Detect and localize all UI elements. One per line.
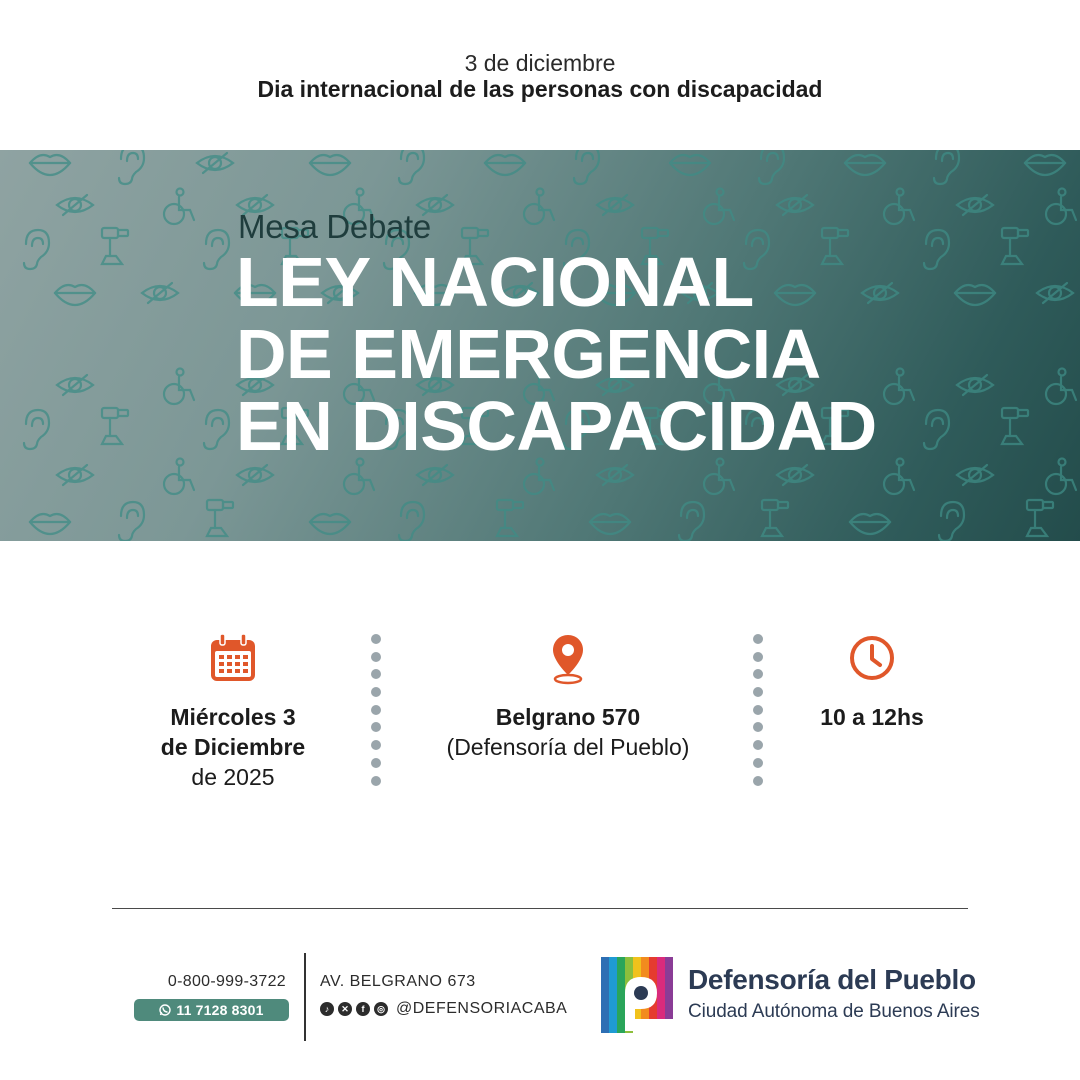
- event-date-heading: 3 de diciembre: [464, 50, 616, 76]
- footer-divider: [112, 908, 968, 909]
- facebook-icon[interactable]: f: [356, 1002, 370, 1016]
- place-name: (Defensoría del Pueblo): [446, 734, 690, 760]
- phone-number[interactable]: 0-800-999-3722: [167, 973, 286, 990]
- event-headline: [236, 243, 1056, 465]
- headline-line: DE EMERGENCIA: [236, 315, 821, 393]
- social-handle[interactable]: @DEFENSORIACABA: [396, 1000, 568, 1017]
- organization-name: Defensoría del Pueblo: [688, 964, 976, 995]
- date-month: de Diciembre: [160, 734, 306, 760]
- title-banner: [0, 150, 1080, 541]
- date-weekday: Miércoles 3: [170, 704, 296, 730]
- place-address: Belgrano 570: [495, 704, 641, 730]
- whatsapp-icon: [159, 1004, 171, 1016]
- place-info: [418, 633, 718, 762]
- dotted-divider: [753, 634, 765, 793]
- headline-line: EN DISCAPACIDAD: [236, 387, 877, 465]
- time-info: [772, 633, 972, 732]
- social-links: [320, 1000, 567, 1018]
- calendar-icon: [209, 633, 257, 683]
- office-address: AV. BELGRANO 673: [320, 973, 476, 990]
- whatsapp-badge[interactable]: [134, 999, 289, 1021]
- dotted-divider: [371, 634, 383, 793]
- defensoria-logo-icon: [600, 955, 678, 1035]
- date-info: [113, 633, 353, 792]
- event-day-title: Dia internacional de las personas con discapacidad: [257, 76, 823, 102]
- clock-icon: [847, 633, 897, 683]
- location-pin-icon: [551, 633, 585, 685]
- tiktok-icon[interactable]: ♪: [320, 1002, 334, 1016]
- date-year: de 2025: [191, 764, 275, 790]
- headline-line: LEY NACIONAL: [236, 243, 754, 321]
- organization-subtitle: Ciudad Autónoma de Buenos Aires: [688, 1001, 980, 1022]
- x-icon[interactable]: ✕: [338, 1002, 352, 1016]
- whatsapp-number: 11 7128 8301: [176, 1002, 264, 1018]
- instagram-icon[interactable]: ◎: [374, 1002, 388, 1016]
- event-type-label: Mesa Debate: [238, 208, 431, 245]
- event-time: 10 a 12hs: [820, 704, 924, 730]
- footer-vertical-divider: [304, 953, 306, 1041]
